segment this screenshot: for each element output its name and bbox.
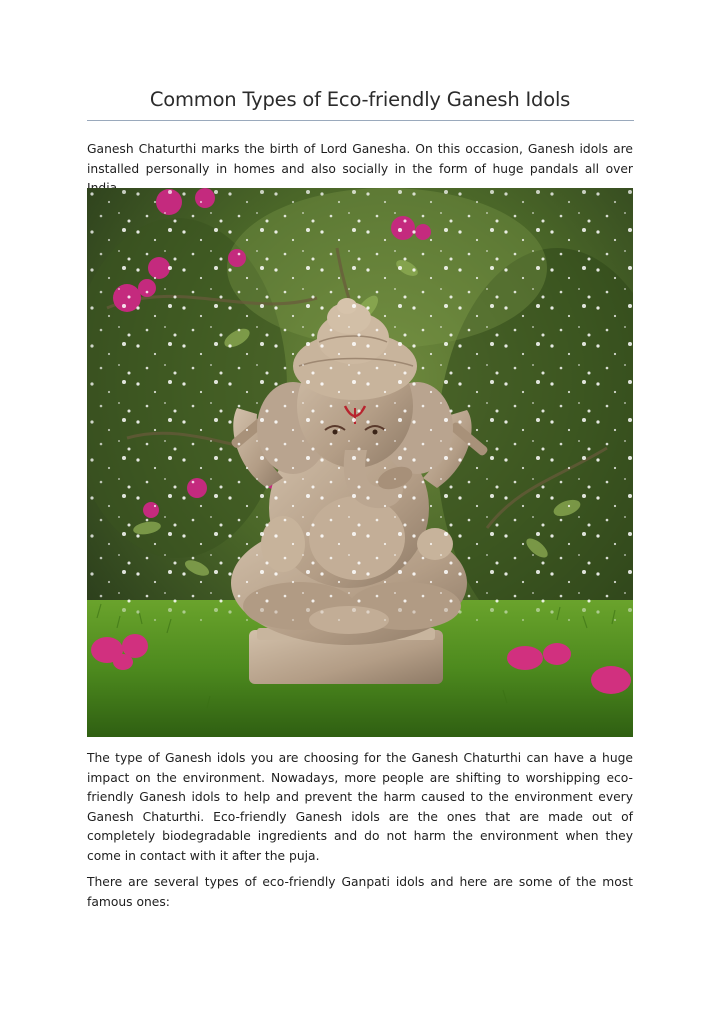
page-title: Common Types of Eco-friendly Ganesh Idols xyxy=(149,88,571,111)
title-underline xyxy=(87,120,634,121)
ganesh-idol-photo xyxy=(87,188,633,737)
intro-paragraph: Ganesh Chaturthi marks the birth of Lord Ganesha. On this occasion, Ganesh idols are installed personally in homes and also socially in the form of huge pandals all over xyxy=(87,142,633,176)
impact-paragraph: The type of Ganesh idols you are choosing for the Ganesh Chaturthi can have a huge impact on the environment. Nowadays, more people are shifting to worshipping eco-friendly Ganesh idols to help and prevent the harm caused to the environment every Ganesh Chaturthi. Eco-friendly Ganesh idols are the ones that are made out of completely biodegradable ingredients and do not harm the environment when they come in contact with it after the puja. xyxy=(87,751,633,863)
types-intro-paragraph: There are several types of eco-friendly Ganpati idols and here are some of the most famous ones: xyxy=(87,875,633,909)
